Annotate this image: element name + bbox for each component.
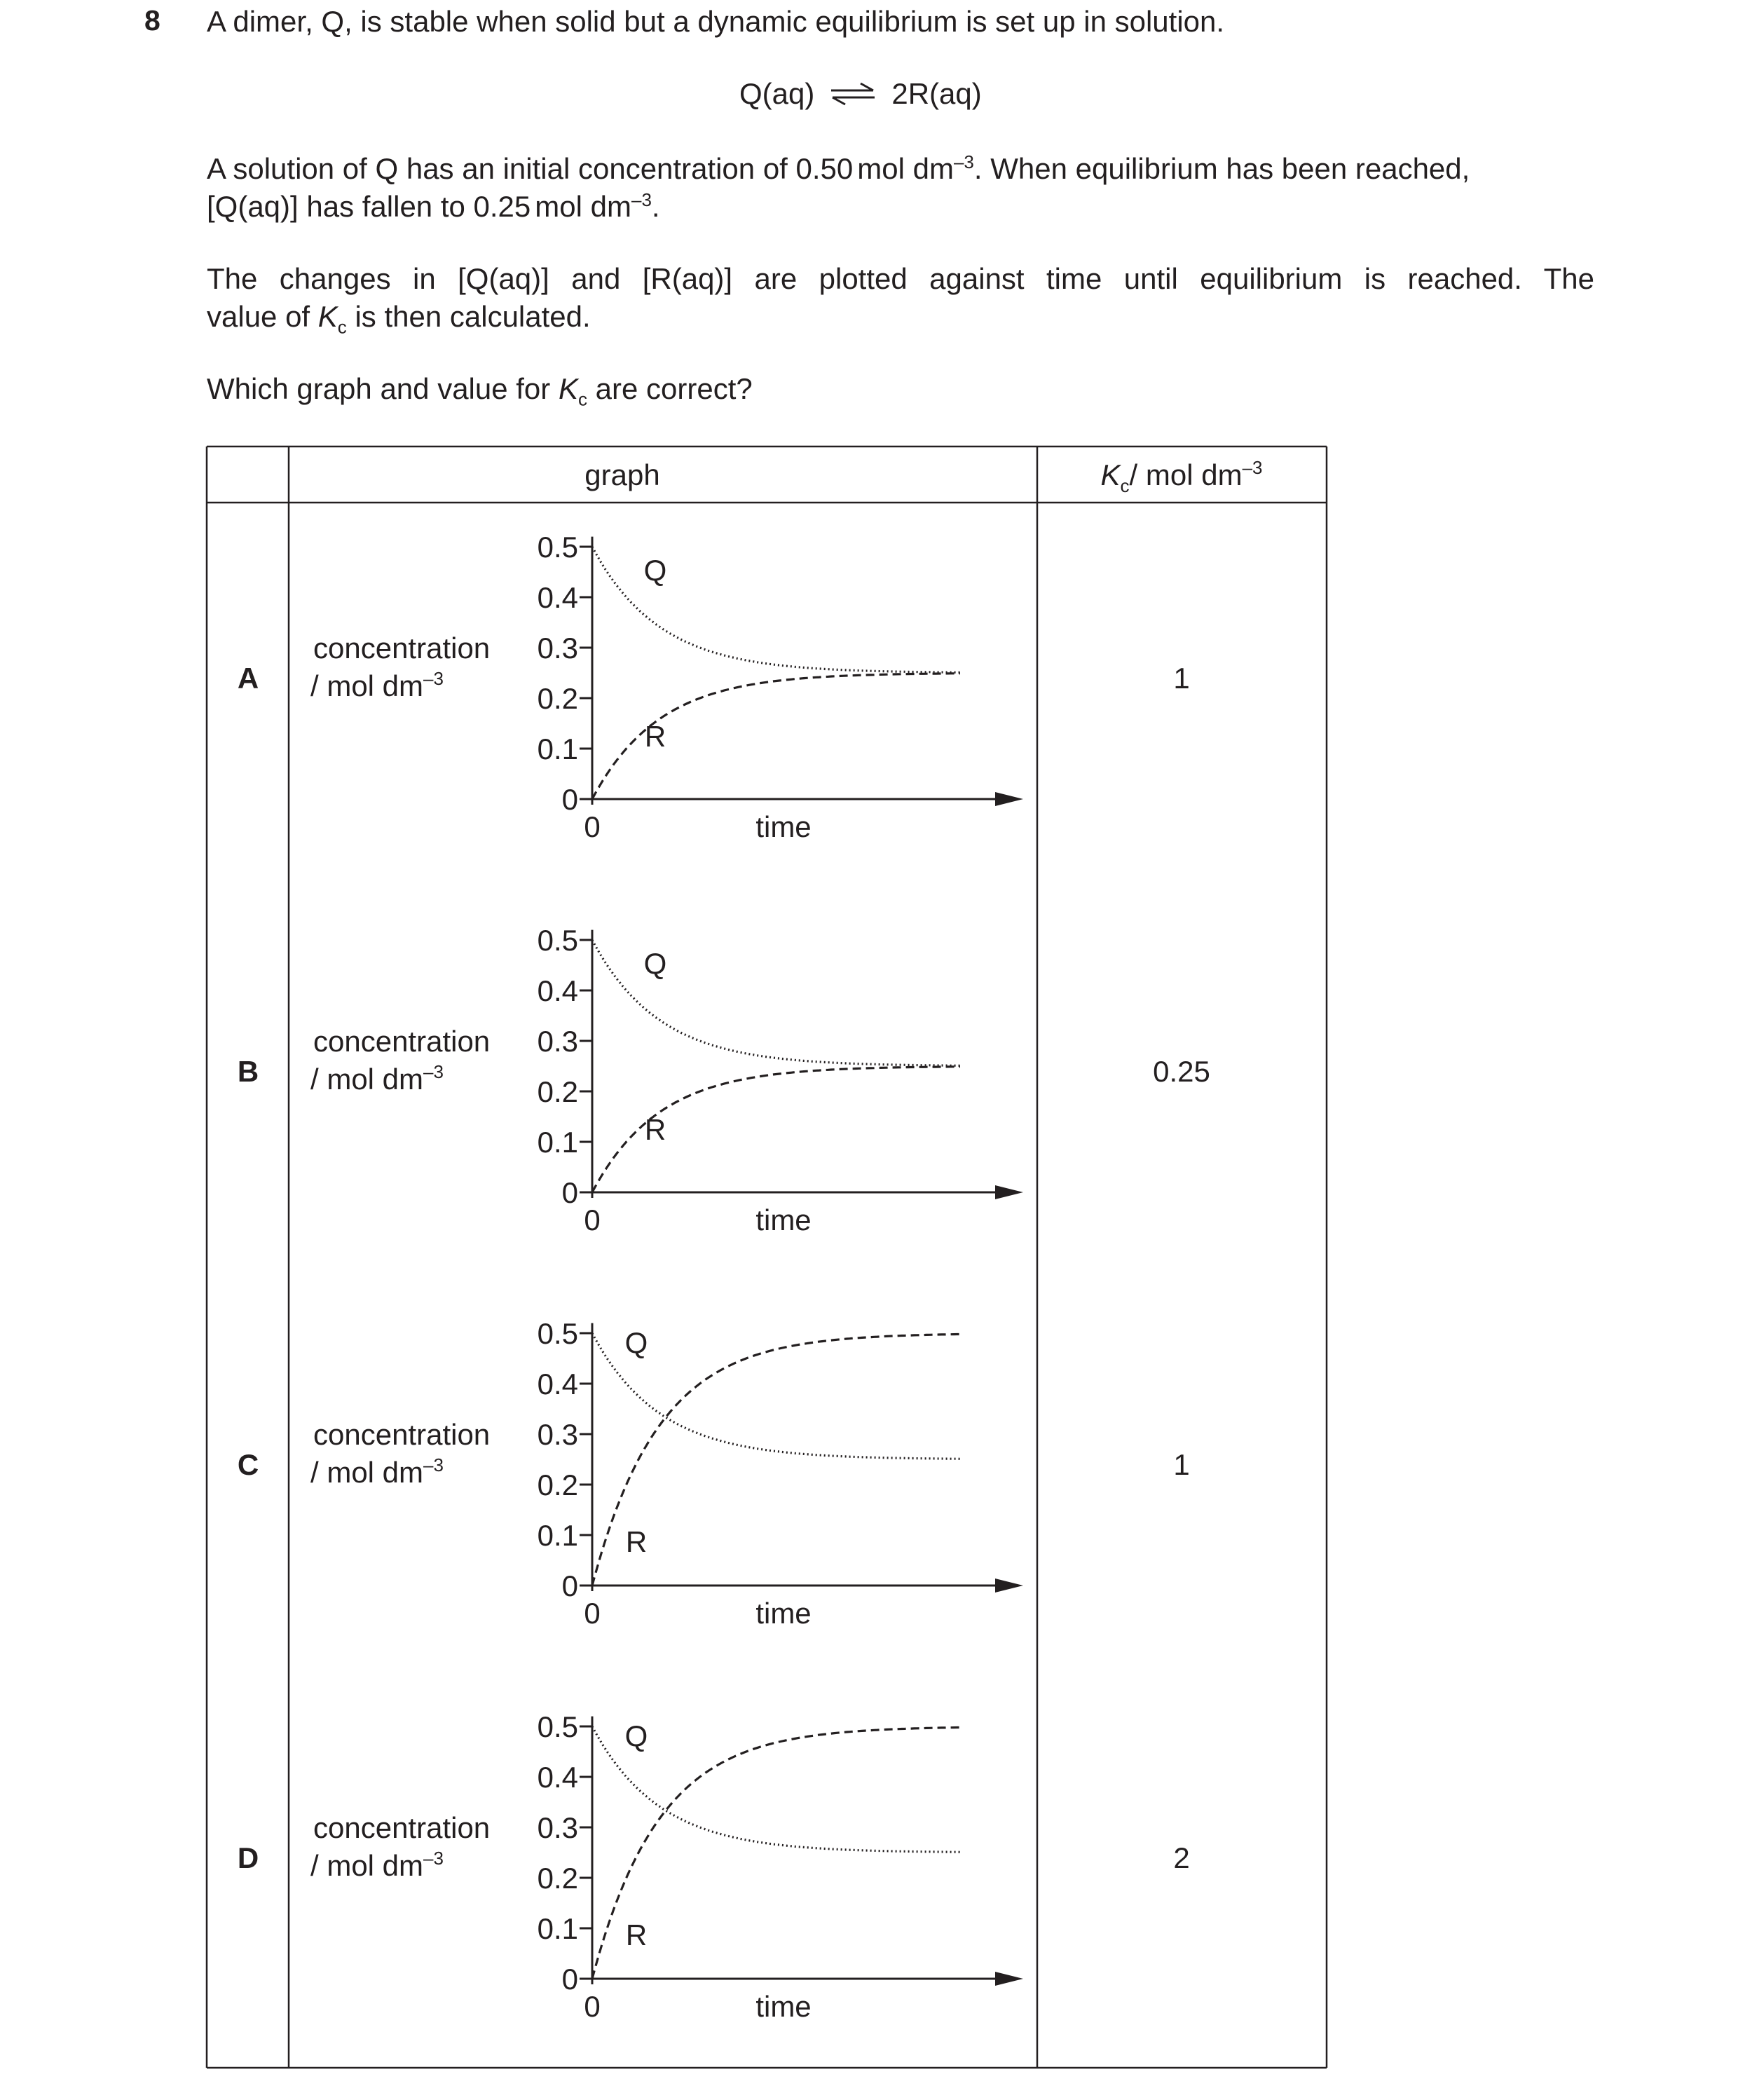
y-tick-label: 0.1 xyxy=(537,1912,578,1945)
y-axis-unit: / mol $dm^{-3}$ xyxy=(310,668,444,702)
y-axis-label: concentration xyxy=(313,1811,491,1844)
y-tick-label: 0.3 xyxy=(537,1025,578,1058)
x-axis-label: time xyxy=(755,810,812,843)
x-axis-arrow-icon xyxy=(995,1972,1023,1986)
y-tick-label: 0.2 xyxy=(537,1468,578,1501)
y-tick-label: 0.5 xyxy=(537,1317,578,1350)
y-tick-label: 0.5 xyxy=(537,531,578,564)
x-origin-label: 0 xyxy=(584,1204,601,1236)
y-axis-label: concentration xyxy=(313,1418,491,1451)
equation-left: Q(aq) xyxy=(739,77,815,110)
x-axis-label: time xyxy=(755,1990,812,2023)
equation-right: 2R(aq) xyxy=(891,77,982,110)
question-number: 8 xyxy=(144,4,160,36)
y-tick-label: 0.2 xyxy=(537,1075,578,1108)
curve-label-q: Q xyxy=(624,1326,648,1359)
option-row-c xyxy=(238,1317,1190,1630)
kc-value: 1 xyxy=(1173,662,1190,695)
header-kc: $K_c/$ mol $dm^{-3}$ xyxy=(1100,457,1263,496)
y-tick-label: 0 xyxy=(561,1569,578,1602)
y-axis-unit: / mol $dm^{-3}$ xyxy=(310,1061,444,1096)
y-axis-label: concentration xyxy=(313,1025,491,1058)
curve-label-r: R xyxy=(625,1918,648,1951)
y-axis-unit: / mol $dm^{-3}$ xyxy=(310,1848,444,1882)
y-tick-label: 0.2 xyxy=(537,682,578,715)
table-rows xyxy=(238,531,1210,2023)
y-tick-label: 0.5 xyxy=(537,924,578,957)
x-origin-label: 0 xyxy=(584,810,601,843)
question-paragraph-2: The changes in [Q(aq)] and [R(aq)] are plotted against time until equilibrium is reached. The value of $K_c$ is then calculated. xyxy=(207,262,1594,338)
curve-label-q: Q xyxy=(624,1719,648,1752)
kc-value: 2 xyxy=(1173,1841,1190,1874)
x-origin-label: 0 xyxy=(584,1597,601,1630)
y-tick-label: 0.1 xyxy=(537,1126,578,1159)
curve-label-q: Q xyxy=(643,554,667,587)
y-tick-label: 0.3 xyxy=(537,1418,578,1451)
option-row-b xyxy=(238,924,1210,1236)
y-axis-label: concentration xyxy=(313,632,491,664)
x-axis-arrow-icon xyxy=(995,1185,1023,1199)
series-r-line xyxy=(592,1728,960,1979)
option-row-d xyxy=(238,1710,1190,2023)
y-axis-unit: / mol $dm^{-3}$ xyxy=(310,1454,444,1489)
curve-label-q: Q xyxy=(643,947,667,980)
x-axis-label: time xyxy=(755,1597,812,1630)
x-axis-arrow-icon xyxy=(995,792,1023,806)
curve-label-r: R xyxy=(644,1113,666,1146)
y-tick-label: 0.1 xyxy=(537,732,578,765)
y-tick-label: 0 xyxy=(561,1176,578,1209)
kc-value: 0.25 xyxy=(1153,1055,1210,1088)
header-graph: graph xyxy=(584,458,660,491)
y-tick-label: 0.2 xyxy=(537,1862,578,1895)
y-tick-label: 0.5 xyxy=(537,1710,578,1743)
y-tick-label: 0.4 xyxy=(537,1761,578,1794)
y-tick-label: 0 xyxy=(561,783,578,816)
y-tick-label: 0.1 xyxy=(537,1519,578,1552)
question-intro: A dimer, Q, is stable when solid but a dynamic equilibrium is set up in solution. xyxy=(207,5,1225,38)
y-tick-label: 0.3 xyxy=(537,632,578,664)
series-r-line xyxy=(592,1335,960,1586)
y-tick-label: 0.4 xyxy=(537,581,578,614)
option-letter: D xyxy=(237,1841,259,1874)
kc-value: 1 xyxy=(1173,1448,1190,1481)
x-axis-arrow-icon xyxy=(995,1579,1023,1593)
option-row-a xyxy=(238,531,1190,843)
y-tick-label: 0 xyxy=(561,1963,578,1996)
question-prompt: Which graph and value for $K_c$ are correct? xyxy=(207,372,753,410)
curve-label-r: R xyxy=(625,1525,648,1558)
y-tick-label: 0.4 xyxy=(537,1368,578,1400)
curve-label-r: R xyxy=(644,720,666,753)
option-letter: A xyxy=(237,662,259,695)
y-tick-label: 0.4 xyxy=(537,974,578,1007)
x-axis-label: time xyxy=(755,1204,812,1236)
option-letter: B xyxy=(237,1055,259,1088)
y-tick-label: 0.3 xyxy=(537,1811,578,1844)
question-paragraph-1: A solution of Q has an initial concentration of 0.50 mol $dm^{-3}$. When equilibrium has been reached, [Q(aq)] has fallen to 0.25 mol $dm^{-3}$. xyxy=(207,151,1470,223)
x-origin-label: 0 xyxy=(584,1990,601,2023)
option-letter: C xyxy=(237,1448,259,1481)
